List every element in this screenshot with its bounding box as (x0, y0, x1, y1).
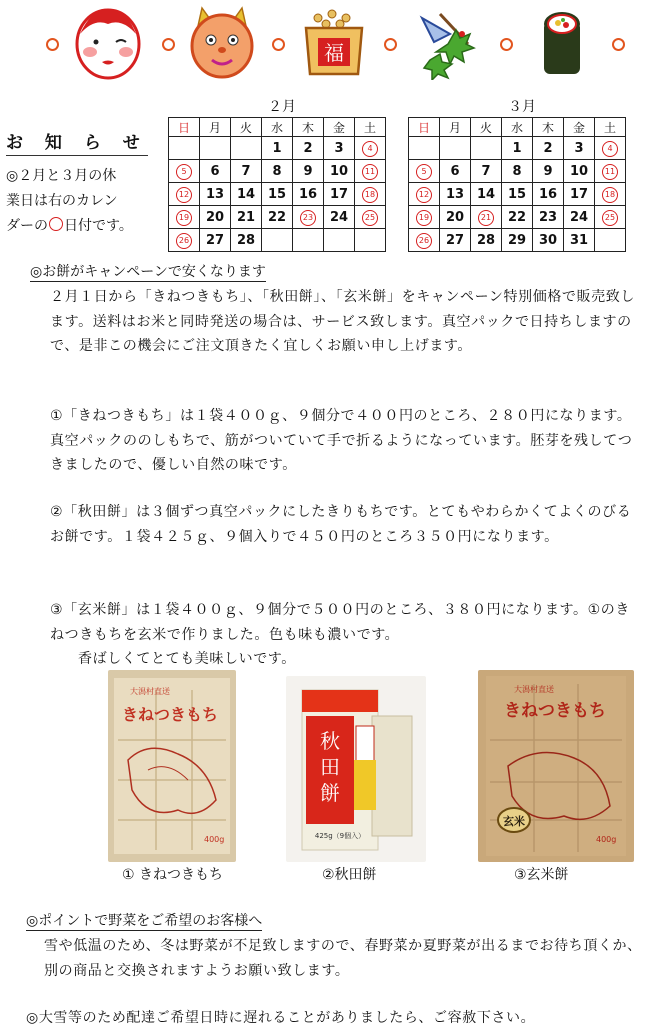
weekday-header: 月 (440, 118, 471, 137)
divider-dot (384, 38, 397, 51)
weekday-header: 火 (471, 118, 502, 137)
fuku-masu-icon (298, 4, 370, 80)
notice-line: ◎２月と３月の休 (6, 168, 117, 184)
calendar-day: 15 (502, 183, 533, 206)
calendar-day (409, 137, 440, 160)
calendar-day (169, 183, 200, 206)
mochi-item-genmai-note: 香ばしくてとても美味しいです。 (78, 651, 296, 667)
calendar-day: 28 (231, 229, 262, 252)
weekday-header: 水 (262, 118, 293, 137)
notice-line: 業日は右のカレン (6, 193, 118, 209)
calendar-day: 6 (440, 160, 471, 183)
calendar-march (408, 117, 626, 252)
svg-text:玄米: 玄米 (503, 815, 525, 828)
kinetsuki-mochi-photo (108, 670, 236, 862)
notice-line-text: 日付です。 (64, 218, 133, 234)
calendar-day: 1 (262, 137, 293, 160)
holiday-day: 12 (176, 187, 192, 203)
svg-text:425g（9個入）: 425g（9個入） (314, 832, 366, 840)
calendar-day: 2 (533, 137, 564, 160)
holiday-day: 11 (362, 164, 378, 180)
svg-text:田: 田 (320, 755, 340, 779)
calendar-day (595, 160, 626, 183)
holiday-day: 25 (602, 210, 618, 226)
calendar-day: 13 (200, 183, 231, 206)
calendar-day (595, 183, 626, 206)
calendar-day (293, 229, 324, 252)
holiday-day: 26 (176, 233, 192, 249)
calendar-day (200, 137, 231, 160)
svg-text:福: 福 (324, 41, 344, 65)
calendar-day: 27 (200, 229, 231, 252)
calendar-day: 9 (293, 160, 324, 183)
holiday-day: 23 (300, 210, 316, 226)
notice-text (6, 164, 162, 239)
calendar-day: 9 (533, 160, 564, 183)
mochi-intro: ２月１日から「きねつきもち」、「秋田餅」、「玄米餅」をキャンペーン特別価格で販売致します。送料はお米と同時発送の場合は、サービス致します。真空パックで日持ちしますので、是非この機会にご注文頂きたく宜しくお願い申し上げます。 (50, 289, 635, 354)
calendar-day: 3 (564, 137, 595, 160)
weekday-header: 木 (293, 118, 324, 137)
svg-text:餅: 餅 (320, 781, 340, 805)
calendar-title-february: ２月 (268, 99, 296, 115)
calendar-day: 10 (324, 160, 355, 183)
weekday-header: 火 (231, 118, 262, 137)
holiday-day: 25 (362, 210, 378, 226)
notice-line (6, 214, 162, 239)
weekday-header: 木 (533, 118, 564, 137)
calendar-day: 31 (564, 229, 595, 252)
calendar-day (595, 206, 626, 229)
calendar-day: 7 (471, 160, 502, 183)
divider-dot (272, 38, 285, 51)
calendar-day (293, 206, 324, 229)
divider-dot (162, 38, 175, 51)
calendar-day: 17 (564, 183, 595, 206)
hiiragi-iwashi-icon (410, 4, 482, 80)
calendar-day: 1 (502, 137, 533, 160)
calendar-day: 6 (200, 160, 231, 183)
calendar-day (262, 229, 293, 252)
oni-mask-icon (186, 4, 258, 80)
svg-text:きねつきもち: きねつきもち (504, 701, 606, 721)
calendar-day: 22 (502, 206, 533, 229)
calendar-day (169, 137, 200, 160)
calendar-day: 23 (533, 206, 564, 229)
holiday-day: 5 (416, 164, 432, 180)
holiday-day: 19 (416, 210, 432, 226)
holiday-day: 11 (602, 164, 618, 180)
calendar-day: 27 (440, 229, 471, 252)
holiday-day: 18 (362, 187, 378, 203)
calendar-day (409, 160, 440, 183)
notice-title: お 知 ら せ (6, 128, 148, 156)
calendar-day (471, 137, 502, 160)
okame-mask-icon (72, 4, 144, 80)
calendar-day: 24 (564, 206, 595, 229)
holiday-day: 19 (176, 210, 192, 226)
mochi-item-genmai: ③「玄米餅」は１袋４００ｇ、９個分で５００円のところ、３８０円になります。①のきねつきもちを玄米で作りました。色も味も濃いです。 (50, 602, 630, 643)
calendar-day (169, 229, 200, 252)
holiday-day: 18 (602, 187, 618, 203)
holiday-day: 4 (362, 141, 378, 157)
weekday-header: 月 (200, 118, 231, 137)
calendar-day: 7 (231, 160, 262, 183)
weekday-header: 土 (355, 118, 386, 137)
calendar-day: 14 (231, 183, 262, 206)
divider-dot (500, 38, 513, 51)
holiday-day: 5 (176, 164, 192, 180)
product-caption: ③玄米餅 (514, 867, 569, 883)
calendar-day (169, 160, 200, 183)
svg-text:400g: 400g (204, 835, 225, 844)
weekday-header: 土 (595, 118, 626, 137)
calendar-day (440, 137, 471, 160)
svg-text:きねつきもち: きねつきもち (122, 705, 219, 724)
svg-text:400g: 400g (596, 835, 617, 844)
product-caption: ① きねつきもち (122, 867, 224, 883)
holiday-circle-icon (49, 217, 63, 231)
calendar-day: 13 (440, 183, 471, 206)
calendar-day (355, 183, 386, 206)
holiday-day: 26 (416, 233, 432, 249)
notice-line-text: ダーの (6, 218, 48, 234)
vegetables-text: 雪や低温のため、冬は野菜が不足致しますので、春野菜か夏野菜が出るまでお待ち頂くか、別の商品と交換されますようお願い致します。 (44, 938, 642, 979)
calendar-day: 24 (324, 206, 355, 229)
holiday-day: 21 (478, 210, 494, 226)
calendar-day (409, 206, 440, 229)
holiday-day: 12 (416, 187, 432, 203)
calendar-day (355, 160, 386, 183)
mochi-item-kinetsuki: ①「きねつきもち」は１袋４００ｇ、９個分で４００円のところ、２８０円になります。真空パックののしもちで、筋がついていて手で折るようになっています。胚芽を残してつきましたので、優しい自然の味です。 (50, 408, 633, 473)
calendar-day: 28 (471, 229, 502, 252)
calendar-day (409, 229, 440, 252)
calendar-day: 10 (564, 160, 595, 183)
divider-dot (612, 38, 625, 51)
calendar-title-march: ３月 (508, 99, 536, 115)
calendar-day: 17 (324, 183, 355, 206)
vegetables-heading: ◎ポイントで野菜をご希望のお客様へ (26, 913, 263, 929)
calendar-day (595, 137, 626, 160)
calendar-day (355, 206, 386, 229)
calendar-day: 3 (324, 137, 355, 160)
calendar-day (169, 206, 200, 229)
calendar-day (355, 137, 386, 160)
calendar-day: 20 (200, 206, 231, 229)
weekday-header: 金 (324, 118, 355, 137)
calendar-day: 16 (533, 183, 564, 206)
mochi-heading: ◎お餅がキャンペーンで安くなります (30, 264, 266, 280)
calendar-day: 16 (293, 183, 324, 206)
calendar-day (471, 206, 502, 229)
calendar-day: 2 (293, 137, 324, 160)
calendar-day (409, 183, 440, 206)
calendar-day: 22 (262, 206, 293, 229)
calendar-day (595, 229, 626, 252)
weekday-header: 水 (502, 118, 533, 137)
calendar-day: 14 (471, 183, 502, 206)
calendar-day: 20 (440, 206, 471, 229)
weekday-header: 日 (409, 118, 440, 137)
calendar-february (168, 117, 386, 252)
calendar-day: 29 (502, 229, 533, 252)
svg-text:秋: 秋 (320, 729, 340, 753)
calendar-day: 21 (231, 206, 262, 229)
svg-text:大潟村直送: 大潟村直送 (514, 685, 554, 694)
calendar-day: 30 (533, 229, 564, 252)
calendar-day: 8 (262, 160, 293, 183)
calendar-day: 8 (502, 160, 533, 183)
calendar-day (324, 229, 355, 252)
akita-mochi-photo (286, 676, 426, 862)
svg-text:大潟村直送: 大潟村直送 (130, 687, 170, 696)
product-caption: ②秋田餅 (322, 867, 377, 883)
mochi-item-akita: ②「秋田餅」は３個ずつ真空パックにしたきりもちです。とてもやわらかくてよくのびるお餅です。１袋４２５ｇ、９個入りで４５０円のところ３５０円になります。 (50, 504, 632, 545)
footer-note: ◎大雪等のため配達ご希望日時に遅れることがありましたら、ご容赦下さい。 (26, 1010, 536, 1026)
calendar-day (355, 229, 386, 252)
weekday-header: 日 (169, 118, 200, 137)
genmai-mochi-photo (478, 670, 634, 862)
ehomaki-icon (526, 4, 598, 80)
divider-dot (46, 38, 59, 51)
weekday-header: 金 (564, 118, 595, 137)
holiday-day: 4 (602, 141, 618, 157)
calendar-day: 15 (262, 183, 293, 206)
calendar-day (231, 137, 262, 160)
